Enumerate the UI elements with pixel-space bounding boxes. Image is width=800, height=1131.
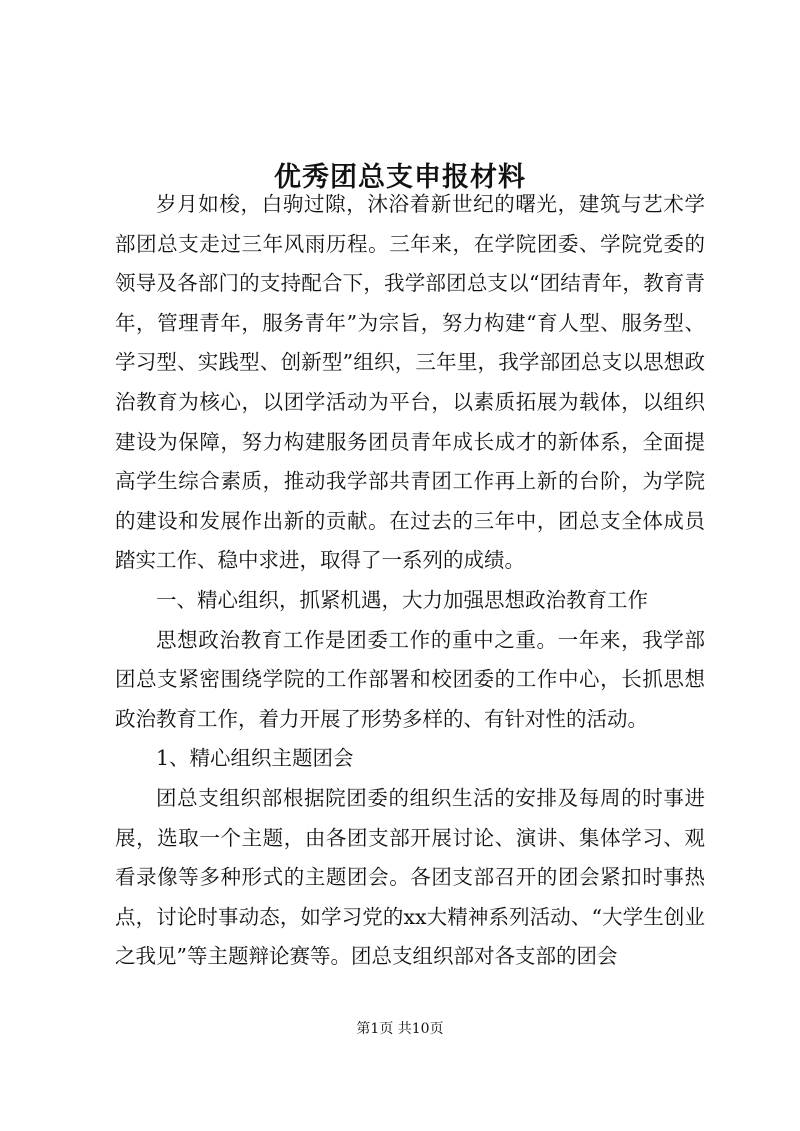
subsection-heading-1: 1、精心组织主题团会 — [156, 746, 354, 771]
paragraph-intro: 岁月如梭，白驹过隙，沐浴着新世纪的曙光，建筑与艺术学部团总支走过三年风雨历程。三年来，在学院团委、学院党委的领导及各部门的支持配合下，我学部团总支以“团结青年，教育青年，管理青年，服务青年”为宗旨，努力构建“育人型、服务型、学习型、实践型、创新型”组织，三年里，我学部团总支以思想政治教育为核心，以团学活动为平台，以素质拓展为载体，以组织建设为保障，努力构建服务团员青年成长成才的新体系，全面提高学生综合素质，推动我学部共青团工作再上新的台阶，为学院的建设和发展作出新的贡献。在过去的三年中，团总支全体成员踏实工作、稳中求进，取得了一系列的成绩。 — [115, 192, 705, 573]
section-heading-1: 一、精心组织，抓紧机遇，大力加强思想政治教育工作 — [156, 587, 648, 612]
paragraph-political-education: 思想政治教育工作是团委工作的重中之重。一年来，我学部团总支紧密围绕学院的工作部署和校团委的工作中心，长抓思想政治教育工作，着力开展了形势多样的、有针对性的活动。 — [115, 627, 705, 731]
paragraph-theme-meetings: 团总支组织部根据院团委的组织生活的安排及每周的时事进展，选取一个主题，由各团支部开展讨论、演讲、集体学习、观看录像等多种形式的主题团会。各团支部召开的团会紧扣时事热点，讨论时事动态，如学习党的xx大精神系列活动、“大学生创业之我见”等主题辩论赛等。团总支组织部对各支部的团会 — [115, 785, 705, 969]
document-body — [115, 185, 705, 977]
page-footer: 第1页 共10页 — [356, 1021, 444, 1037]
page-title: 优秀团总支申报材料 — [274, 162, 526, 194]
